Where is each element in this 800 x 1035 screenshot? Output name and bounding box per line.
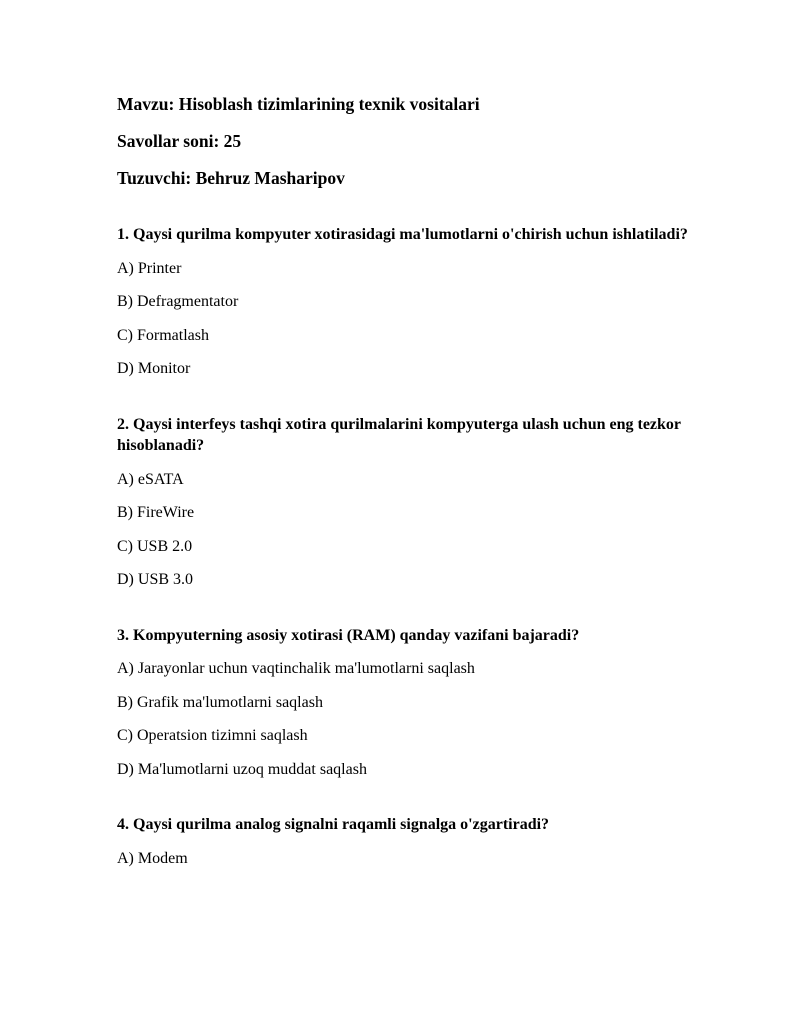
question-text: 3. Kompyuterning asosiy xotirasi (RAM) qanday vazifani bajaradi? (117, 626, 580, 644)
question-block-1 (117, 224, 717, 380)
question-block-3 (117, 625, 717, 781)
question-block-2 (117, 414, 717, 591)
author-line: Tuzuvchi: Behruz Masharipov (117, 168, 345, 188)
question-text: 4. Qaysi qurilma analog signalni raqamli signalga o'zgartiradi? (117, 816, 550, 833)
answer-option: D) USB 3.0 (117, 571, 194, 588)
answer-option: C) Formatlash (117, 326, 209, 344)
question-block-4 (117, 814, 717, 869)
question-text: 2. Qaysi interfeys tashqi xotira qurilmalarini kompyuterga ulash uchun eng tezkor hisoblanadi? (117, 415, 681, 454)
answer-option: D) Ma'lumotlarni uzoq muddat saqlash (117, 760, 367, 778)
question-count-line: Savollar soni: 25 (117, 131, 242, 151)
answer-option: B) Defragmentator (117, 293, 239, 310)
answer-option: A) Modem (117, 849, 188, 867)
question-text: 1. Qaysi qurilma kompyuter xotirasidagi ma'lumotlarni o'chirish uchun ishlatiladi? (117, 226, 688, 243)
answer-option: D) Monitor (117, 360, 191, 377)
answer-option: C) Operatsion tizimni saqlash (117, 727, 308, 744)
answer-option: A) Jarayonlar uchun vaqtinchalik ma'lumotlarni saqlash (117, 660, 475, 677)
answer-option: C) USB 2.0 (117, 537, 193, 555)
answer-option: B) FireWire (117, 504, 195, 521)
document-header (117, 93, 717, 190)
answer-option: A) eSATA (117, 470, 184, 488)
answer-option: B) Grafik ma'lumotlarni saqlash (117, 693, 323, 711)
answer-option: A) Printer (117, 259, 182, 277)
topic-line: Mavzu: Hisoblash tizimlarining texnik vositalari (117, 94, 480, 114)
